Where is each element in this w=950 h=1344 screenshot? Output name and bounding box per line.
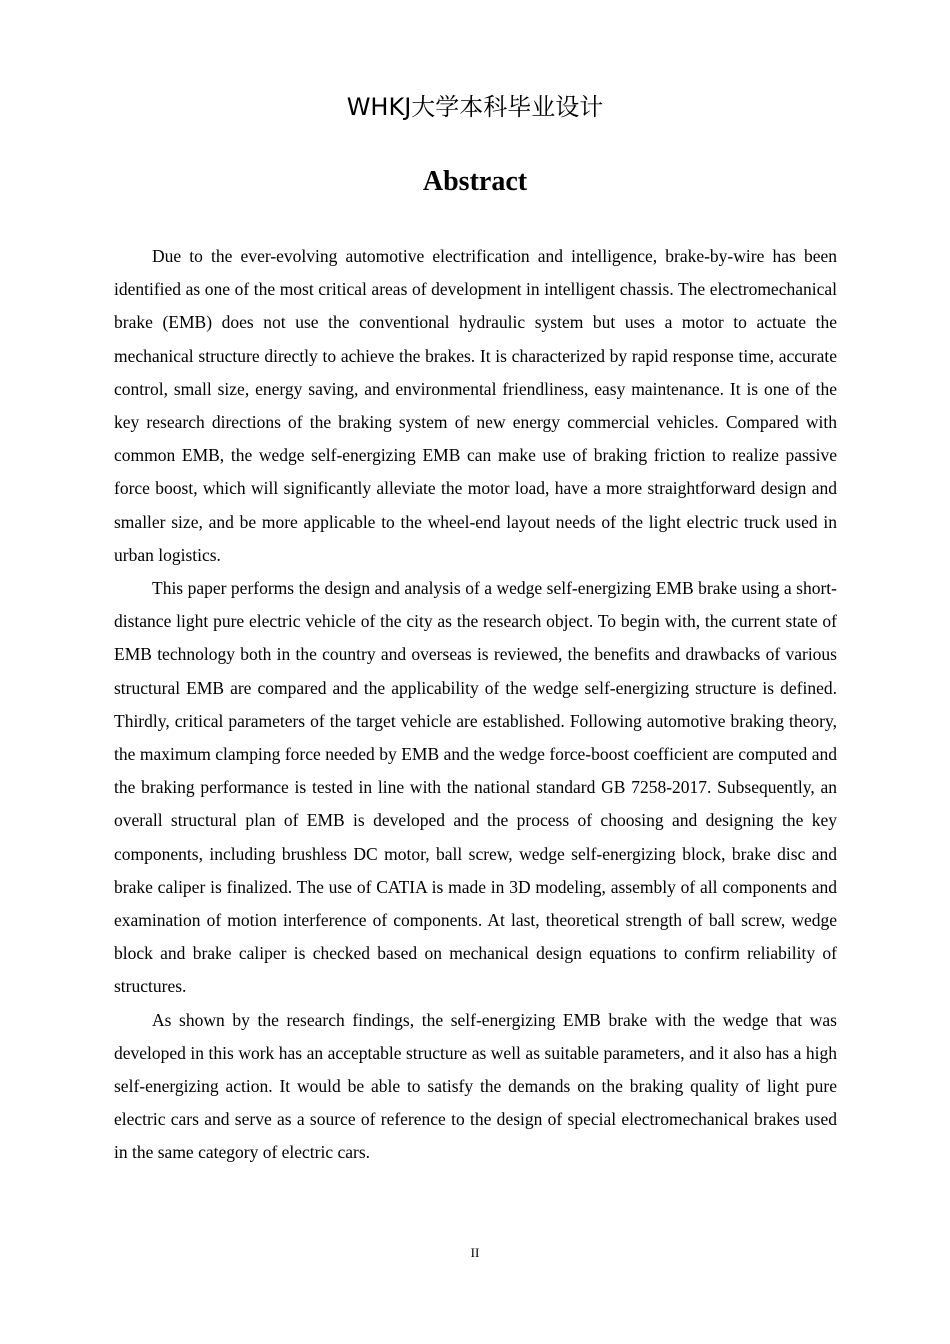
abstract-title: Abstract: [422, 166, 528, 197]
abstract-body: [114, 240, 837, 1170]
page-number: II: [470, 1245, 480, 1260]
abstract-paragraph-2: This paper performs the design and analysis of a wedge self-energizing EMB brake using a short-distance light pure electric vehicle of the city as the research object. To begin with, the current state of EMB technology both in the country and overseas is reviewed, the benefits and drawbacks of various structural EMB are compared and the applicability of the wedge self-energizing structure is defined. Thirdly, critical parameters of the target vehicle are established. Following automotive braking theory, the maximum clamping force needed by EMB and the wedge force-boost coefficient are computed and the braking performance is tested in line with the national standard GB 7258-2017. Subsequently, an overall structural plan of EMB is developed and the process of choosing and designing the key components, including brushless DC motor, ball screw, wedge self-energizing block, brake disc and brake caliper is finalized. The use of CATIA is made in 3D modeling, assembly of all components and examination of motion interference of components. At last, theoretical strength of ball screw, wedge block and brake caliper is checked based on mechanical design equations to confirm reliability of structures.: [114, 578, 837, 997]
abstract-paragraph-3: As shown by the research findings, the self-energizing EMB brake with the wedge that was developed in this work has an acceptable structure as well as suitable parameters, and it also has a high self-energizing action. It would be able to satisfy the demands on the braking quality of light pure electric cars and serve as a source of reference to the design of special electromechanical brakes used in the same category of electric cars.: [114, 1009, 837, 1163]
abstract-paragraph-1: Due to the ever-evolving automotive electrification and intelligence, brake-by-wire has been identified as one of the most critical areas of development in intelligent chassis. The electromechanical brake (EMB) does not use the conventional hydraulic system but uses a motor to actuate the mechanical structure directly to achieve the brakes. It is characterized by rapid response time, accurate control, small size, energy saving, and environmental friendliness, easy maintenance. It is one of the key research directions of the braking system of new energy commercial vehicles. Compared with common EMB, the wedge self-energizing EMB can make use of braking friction to realize passive force boost, which will significantly alleviate the motor load, have a more straightforward design and smaller size, and be more applicable to the wheel-end layout needs of the light electric truck used in urban logistics.: [114, 246, 837, 565]
running-header: WHKJ大学本科毕业设计: [346, 93, 604, 121]
